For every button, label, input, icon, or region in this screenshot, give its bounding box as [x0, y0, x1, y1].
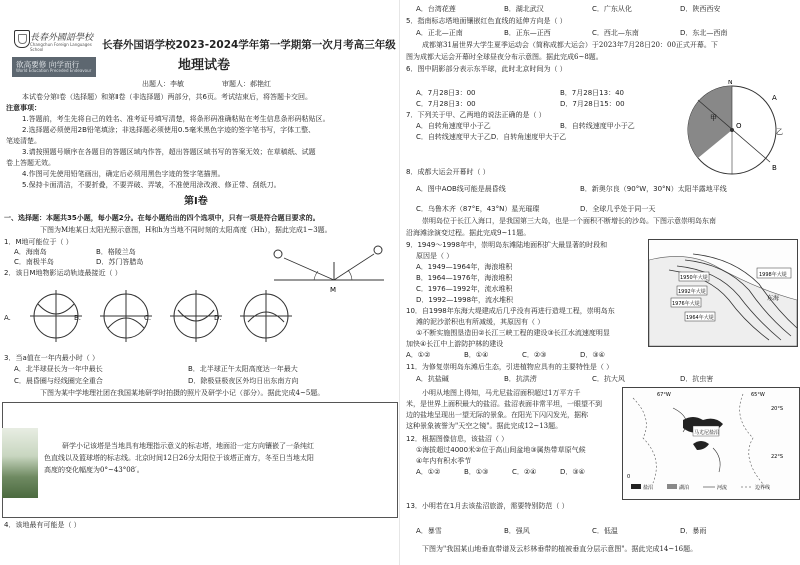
q5-opt-c[interactable]: C．西北—东南	[592, 29, 639, 37]
q9-opt-b[interactable]: B．1964—1976年，海浪堆积	[416, 274, 513, 282]
q4-opt-a[interactable]: A．台湾花莲	[416, 5, 456, 13]
map2-scale-zero: 0	[627, 474, 631, 480]
q9b: 原因是（ ）	[416, 252, 454, 260]
globe-label-yi: 乙	[776, 128, 783, 136]
globe-label-b: B	[772, 164, 777, 172]
passage-5a: 小明从地图上得知，马尤尼盐沼面积超过1万平方千	[422, 389, 581, 397]
map2-legend-border: 边界线	[755, 485, 771, 491]
q8-opt-c[interactable]: C．乌鲁木齐（87°E，43°N）星光璀璨	[416, 205, 540, 213]
q2-opt-d[interactable]: D.	[214, 314, 222, 322]
q5-opt-a[interactable]: A．正北—正南	[416, 29, 463, 37]
reviewer: 审题人：郝艳红	[222, 80, 271, 88]
q3-opt-a[interactable]: A．北半球昼长为一年中最长	[14, 365, 103, 373]
svg-text:M: M	[330, 286, 337, 294]
passage-5b: 米，是世界上面积最大的盐沼。盐沼表面非常平坦，一眼望不到	[406, 400, 602, 408]
globe-label-n: N	[728, 80, 733, 86]
shadow-trajectory-options	[16, 282, 296, 352]
study-note-line-3: 高度的变化幅度为0°~43°08′。	[44, 466, 144, 474]
q9-opt-a[interactable]: A．1949—1964年，海浪堆积	[416, 263, 513, 271]
q6-opt-a[interactable]: A．7月28日3：00	[416, 89, 476, 97]
q7-opt-cd[interactable]: C．自转线速度甲大于乙D．自转角速度甲大于乙	[416, 133, 567, 141]
notes-title: 注意事项：	[6, 104, 41, 112]
q10-opt-c[interactable]: C．②③	[522, 351, 547, 359]
passage-3b: 图为成都大运会开幕时全球昼夜分布示意图。据此完成6~8题。	[406, 53, 603, 61]
q6-opt-c[interactable]: C．7月28日3：00	[416, 100, 476, 108]
map2-label-22s: 22°S	[771, 454, 784, 460]
q8-opt-b[interactable]: B．新奥尔良（90°W，30°N）太阳半露地平线	[580, 185, 727, 193]
setter: 出题人：李敏	[142, 80, 184, 88]
note-1: 1.答题前，考生先将自己的姓名、准考证号填写清楚，将条形码准确粘贴在考生信息条形码粘贴区。	[22, 115, 330, 123]
map1-label-1976: 1976年大堤	[672, 301, 700, 307]
left-column	[0, 0, 398, 565]
q9-opt-c[interactable]: C．1976—1992年，流水堆积	[416, 285, 513, 293]
q7-opt-b[interactable]: B．自转线速度甲小于乙	[560, 122, 635, 130]
q2-opt-b[interactable]: B.	[74, 314, 82, 322]
q4-opt-b[interactable]: B．湖北武汉	[504, 5, 544, 13]
q3-opt-d[interactable]: D．除极昼极夜区外均日出东南方向	[188, 377, 299, 385]
q10-opt-a[interactable]: A．①②	[406, 351, 431, 359]
q13: 13．小明若在1月去该盐沼旅游，需要特别防范（ ）	[406, 502, 569, 510]
q10d: 加快④长江中上游防护林的建设	[406, 340, 504, 348]
q1-opt-c[interactable]: C．南极半岛	[14, 258, 54, 266]
globe-label-o: O	[736, 122, 742, 130]
q12-opt-d[interactable]: D．③④	[560, 468, 585, 476]
q10-opt-b[interactable]: B．①④	[464, 351, 489, 359]
q10c: ①不断实施围垦造田②长江三峡工程的建设③长江水流速度明显	[416, 329, 610, 337]
q3-opt-c[interactable]: C．晨昏圈与经线圈完全重合	[14, 377, 103, 385]
q13-opt-a[interactable]: A．暴雪	[416, 527, 442, 535]
q9-opt-d[interactable]: D．1992—1998年，流水堆积	[416, 296, 514, 304]
q3-opt-b[interactable]: B．北半球正午太阳高度达一年最大	[188, 365, 298, 373]
q9: 9．1949～1998年中，崇明岛东滩陆地面积扩大最显著的时段和	[406, 241, 608, 249]
passage-4a: 崇明岛位于长江入海口，是我国第三大岛，也是一个面积不断增长的沙岛。下图示意崇明岛东南	[422, 217, 716, 225]
crest-icon	[14, 30, 30, 48]
logo-slogan: 欲高要修 向学而行	[16, 60, 80, 69]
option-d-figure	[240, 290, 292, 342]
logo-header	[12, 27, 96, 57]
q4-opt-d[interactable]: D．陕西西安	[680, 5, 721, 13]
map1-label-1998: 1998年大堤	[759, 272, 787, 278]
note-3: 3.请按照题号顺序在各题目的答题区域内作答，超出答题区域书写的答案无效；在草稿纸、试题	[22, 148, 316, 156]
q13-opt-d[interactable]: D．暴雨	[680, 527, 707, 535]
q13-opt-c[interactable]: C．低温	[592, 527, 618, 535]
passage-5d: 这种景象被誉为"天空之镜"。据此完成12~13题。	[406, 422, 563, 430]
map1-label-1964: 1964年大堤	[686, 315, 714, 321]
q1-opt-b[interactable]: B．格陵兰岛	[96, 248, 136, 256]
q1: 1．M地可能位于（ ）	[4, 238, 73, 246]
q4: 4．该地最有可能是（ ）	[4, 521, 81, 529]
passage-5c: 边的盐地呈现出一望无际的景象。在阳光下闪闪发光，据称	[406, 411, 588, 419]
exam-title: 长春外国语学校2023-2024学年第一学期第一次月考高三年级	[102, 39, 396, 51]
q12: 12．根据图像信息，该盐沼（ ）	[406, 435, 509, 443]
q2: 2．该日M地物影运动轨迹最接近（ ）	[4, 269, 122, 277]
q5-opt-b[interactable]: B．正东—正西	[504, 29, 551, 37]
q11: 11．为修复崇明岛东滩后生态，引进植物应具有的主要特性是（ ）	[406, 363, 614, 371]
tower-photo	[2, 428, 38, 498]
map2-legend-salt: 盐沼	[643, 485, 654, 491]
study-note-line-2: 色直线以及篮球塔的标志线。北京时间12日26分太阳位于该塔正南方，冬至日当地太阳	[44, 454, 314, 462]
passage-1: 下图为M地某日太阳光照示意图，H和h为当地不同时刻的太阳高度（Hh），据此完成1~3题。	[40, 226, 332, 234]
q7-opt-a[interactable]: A．自转角速度甲小于乙	[416, 122, 491, 130]
q1-opt-a[interactable]: A．海南岛	[14, 248, 47, 256]
q11-opt-b[interactable]: B．抗洪涝	[504, 375, 537, 383]
mc-instructions: 一、选择题：本题共35小题，每小题2分。在每小题给出的四个选项中，只有一项是符合题目要求的。	[4, 214, 320, 222]
logo-slogan-en: World Education Preceded Endeavour	[16, 68, 92, 73]
q5-opt-d[interactable]: D．东北—西南	[680, 29, 728, 37]
q12-opt-b[interactable]: B．①③	[464, 468, 489, 476]
q12c: ④年内有积水季节	[416, 457, 472, 465]
map1-label-1992: 1992年大堤	[678, 289, 706, 295]
column-divider	[399, 0, 400, 565]
passage-3a: 成都第31届世界大学生夏季运动会（简称成都大运会）于2023年7月28日20：00正式开幕。下	[422, 41, 718, 49]
q6: 6．图中阴影部分表示东半球，此时北京时间为（ ）	[406, 65, 567, 73]
q2-opt-a[interactable]: A.	[4, 314, 11, 322]
map1-label-sea: 东海	[767, 295, 780, 302]
q6-opt-b[interactable]: B．7月28日13：40	[560, 89, 624, 97]
q12-opt-c[interactable]: C．②④	[512, 468, 537, 476]
study-note-line-1: 研学小记该塔是当地具有地理指示意义的标志塔，地面沿一定方向镶嵌了一条纯红	[62, 442, 314, 450]
q7: 7．下列关于甲、乙两地的说法正确的是（ ）	[406, 111, 546, 119]
map1-label-1950: 1950年大堤	[680, 275, 708, 281]
globe-label-a: A	[772, 94, 777, 102]
passage-2: 下图为某中学地理社团在我国某地研学时拍摄的照片及研学小记（部分）。据此完成4~5题。	[40, 389, 325, 397]
q10: 10．自1998年东海大堤建成后几乎没有再进行造堤工程，崇明岛东	[406, 307, 615, 315]
map2-label-20s: 20°S	[771, 406, 784, 412]
q11-opt-a[interactable]: A．抗盐碱	[416, 375, 449, 383]
passage-6: 下图为"我国某山地垂直带谱及云杉林垂带的植被垂直分层示意图"。据此完成14~16题。	[422, 545, 698, 553]
note-2: 2.选择题必须使用2B铅笔填涂；非选择题必须使用0.5毫米黑色字迹的签字笔书写，字体工整、	[22, 126, 316, 134]
chongming-map	[648, 239, 798, 347]
q10-opt-d[interactable]: D．③④	[580, 351, 605, 359]
q11-opt-d[interactable]: D．抗虫害	[680, 375, 714, 383]
globe-label-jia: 甲	[710, 114, 717, 122]
map2-legend-river: 河流	[717, 485, 728, 491]
q13-opt-b[interactable]: B．强风	[504, 527, 530, 535]
map2-label-uyuni: 马尤尼盐沼	[694, 430, 720, 436]
q11-opt-c[interactable]: C．抗大风	[592, 375, 625, 383]
q12b: ①海拔超过4000米②位于高山间盆地③属热带草原气候	[416, 446, 586, 454]
section-title: 第Ⅰ卷	[184, 196, 208, 207]
q5: 5．指南标志塔地面镶嵌红色直线的延伸方向是（ ）	[406, 17, 567, 25]
intro-text: 本试卷分第Ⅰ卷（选择题）和第Ⅱ卷（非选择题）两部分，共6页。考试结束后，将答题卡交回。	[22, 93, 312, 101]
map2-label-67w: 67°W	[657, 392, 671, 398]
note-4: 4.作图可先使用铅笔画出，确定后必须用黑色字迹的签字笔描黑。	[22, 170, 225, 178]
q3: 3．当a值在一年内最小时（ ）	[4, 354, 99, 362]
uyuni-map	[622, 387, 800, 500]
q10b: 滩的泥沙淤积也有所减缓，其原因有（ ）	[416, 318, 545, 326]
logo-en-text: Changchun Foreign Languages School	[30, 42, 92, 52]
map2-legend-lake: 湖泊	[679, 485, 690, 491]
note-3b: 卷上答题无效。	[6, 159, 55, 167]
map2-label-65w: 65°W	[751, 392, 765, 398]
q12-opt-a[interactable]: A．①②	[416, 468, 441, 476]
note-5: 5.保持卡面清洁，不要折叠，不要弄破、弄皱，不准使用涂改液、修正带、刮纸刀。	[22, 181, 281, 189]
day-night-globe	[680, 80, 790, 180]
note-2b: 笔迹清楚。	[6, 137, 41, 145]
q4-opt-c[interactable]: C．广东从化	[592, 5, 632, 13]
q8: 8．成都大运会开幕时（ ）	[406, 168, 490, 176]
logo-script-text: 長春外國語學校	[30, 33, 94, 43]
subject-title: 地理试卷	[178, 58, 231, 73]
q8-opt-a[interactable]: A．图中AOB线可能是晨昏线	[416, 185, 506, 193]
school-logo	[12, 27, 96, 77]
q8-opt-d[interactable]: D．全球几乎处于同一天	[580, 205, 656, 213]
passage-4b: 沿海滩涂演变过程。据此完成9~11题。	[406, 229, 531, 237]
right-column	[404, 0, 800, 565]
logo-slogan-bar	[12, 57, 96, 77]
q1-opt-d[interactable]: D．苏门答腊岛	[96, 258, 144, 266]
q2-opt-c[interactable]: C.	[144, 314, 152, 322]
q6-opt-d[interactable]: D．7月28日15：00	[560, 100, 625, 108]
